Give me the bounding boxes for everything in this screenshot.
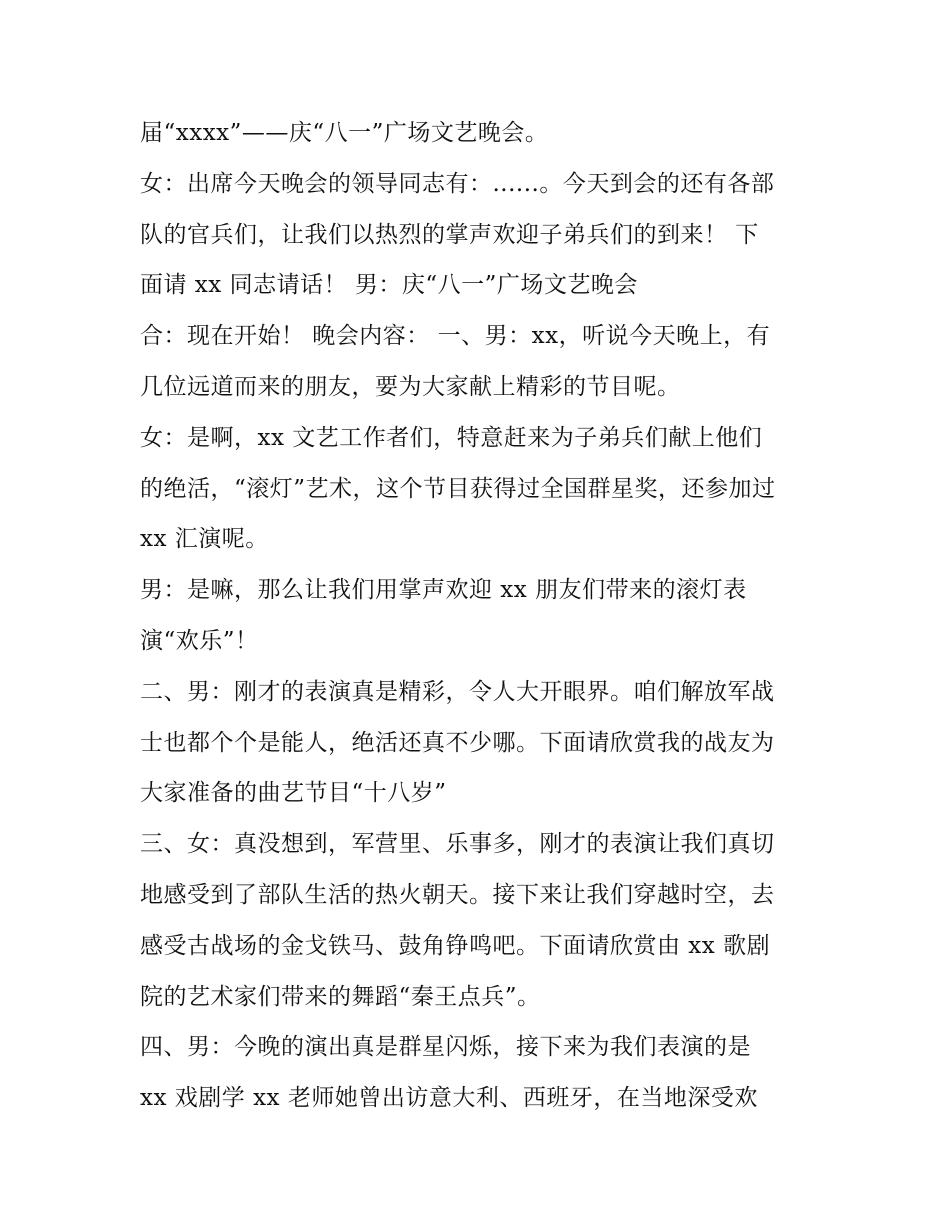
text-line: 士也都个个是能人，绝活还真不少哪。下面请欣赏我的战友为	[140, 729, 775, 756]
text-line: 几位远道而来的朋友，要为大家献上精彩的节目呢。	[140, 373, 681, 400]
text-line: 女：出席今天晚会的领导同志有：......。今天到会的还有各部	[140, 170, 775, 197]
text-line: xx 汇演呢。	[140, 526, 269, 553]
text-line: 四、男：今晚的演出真是群星闪烁，接下来为我们表演的是	[140, 1034, 751, 1061]
text-line: 三、女：真没想到，军营里、乐事多，刚才的表演让我们真切	[140, 831, 775, 858]
text-line: 感受古战场的金戈铁马、鼓角铮鸣吧。下面请欣赏由 xx 歌剧	[140, 932, 771, 959]
text-line: 演“欢乐”！	[140, 627, 259, 654]
text-line: 届“xxxx”——庆“八一”广场文艺晚会。	[140, 120, 549, 146]
document-body	[140, 108, 820, 1124]
text-line: 面请 xx 同志请话！ 男：庆“八一”广场文艺晚会	[140, 272, 638, 299]
text-line: 二、男：刚才的表演真是精彩，令人大开眼界。咱们解放军战	[140, 678, 775, 705]
text-line: 男：是嘛，那么让我们用掌声欢迎 xx 朋友们带来的滚灯表	[140, 577, 747, 604]
text-line: 地感受到了部队生活的热火朝天。接下来让我们穿越时空，去	[140, 881, 775, 908]
text-line: 院的艺术家们带来的舞蹈“秦王点兵”。	[140, 983, 541, 1010]
text-line: 的绝活，“滚灯”艺术，这个节目获得过全国群星奖，还参加过	[140, 475, 776, 502]
text-line: 大家准备的曲艺节目“十八岁”	[140, 780, 447, 807]
text-line: 队的官兵们，让我们以热烈的掌声欢迎子弟兵们的到来！ 下	[140, 221, 759, 248]
text-line: xx 戏剧学 xx 老师她曾出访意大利、西班牙，在当地深受欢	[140, 1085, 758, 1112]
text-line: 合：现在开始！ 晚会内容： 一、男：xx，听说今天晚上，有	[140, 323, 771, 350]
text-line: 女：是啊，xx 文艺工作者们，特意赶来为子弟兵们献上他们	[140, 424, 763, 451]
